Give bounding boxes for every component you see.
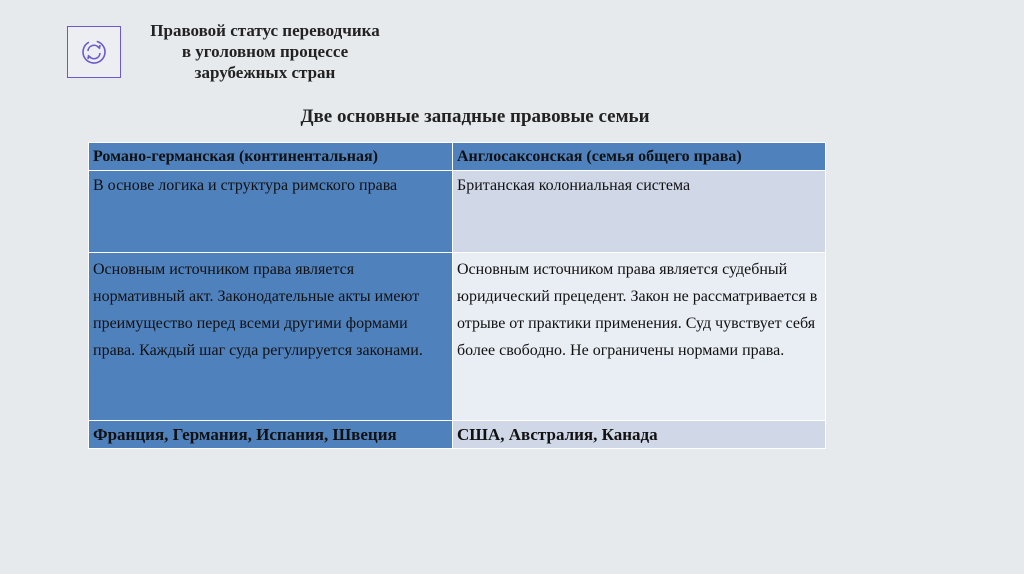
table-header-row	[89, 143, 826, 171]
section-subtitle: Две основные западные правовые семьи	[300, 106, 650, 127]
table-row	[89, 421, 826, 449]
title-line-2: в уголовном процессе	[181, 42, 349, 61]
column-header-romano-germanic: Романо-германская (континентальная)	[89, 143, 453, 171]
table-row	[89, 253, 826, 421]
table-row	[89, 171, 826, 253]
cell-source-romano-germanic: Основным источником права является нормативный акт. Законодательные акты имеют преимущество перед всеми другими формами права. Каждый шаг суда регулируется законами.	[89, 253, 453, 421]
title-line-3: зарубежных стран	[194, 63, 336, 82]
refresh-cycle-icon	[79, 37, 109, 67]
legal-families-table	[88, 142, 826, 449]
cell-countries-romano-germanic: Франция, Германия, Испания, Швеция	[89, 421, 453, 449]
cell-basis-romano-germanic: В основе логика и структура римского права	[89, 171, 453, 253]
column-header-anglo-saxon: Англосаксонская (семья общего права)	[453, 143, 826, 171]
page-title	[113, 20, 417, 83]
cell-countries-anglo-saxon: США, Австралия, Канада	[453, 421, 826, 449]
title-line-1: Правовой статус переводчика	[150, 21, 380, 40]
cell-source-anglo-saxon: Основным источником права является судебный юридический прецедент. Закон не рассматривается в отрыве от практики применения. Суд чувствует себя более свободно. Не ограничены нормами права.	[453, 253, 826, 421]
cell-basis-anglo-saxon: Британская колониальная система	[453, 171, 826, 253]
